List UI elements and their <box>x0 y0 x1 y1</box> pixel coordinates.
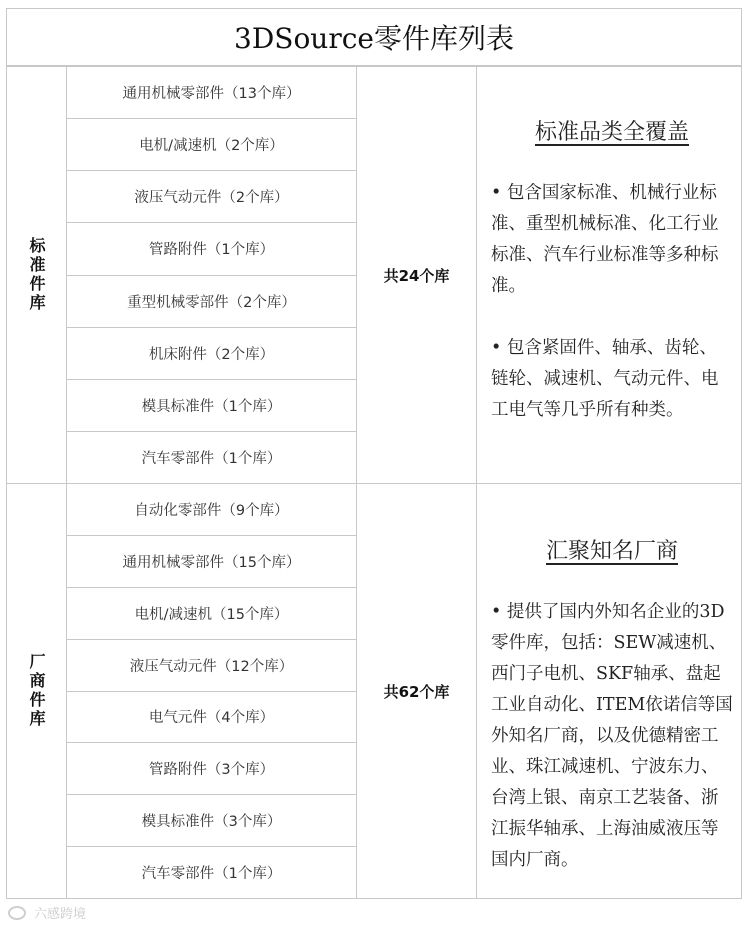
list-item: 通用机械零部件（13个库） <box>67 67 356 119</box>
watermark-text: 六感跨境 <box>34 907 87 922</box>
vendor-paragraph: • 提供了国内外知名企业的3D零件库，包括：SEW减速机、西门子电机、SKF轴承、盘起工业自动化、ITEM依诺信等国外知名厂商，以及优德精密工业、珠江减速机、宁波东力、台湾上银、南京工艺装备、浙江振华轴承、上海油威液压等国内厂商。 <box>491 602 733 870</box>
list-item: 液压气动元件（2个库） <box>67 171 356 223</box>
list-item: 电机/减速机（2个库） <box>67 119 356 171</box>
vendor-items-list <box>67 484 357 898</box>
vendor-category-label: 厂商件库 <box>27 653 46 729</box>
list-item: 汽车零部件（1个库） <box>141 450 282 467</box>
list-item: 电气元件（4个库） <box>67 692 356 744</box>
standard-heading: 标准品类全覆盖 <box>534 120 689 145</box>
standard-category-cell <box>7 67 67 483</box>
standard-total: 共24个库 <box>357 67 477 483</box>
standard-description <box>477 67 741 483</box>
list-item: 机床附件（2个库） <box>67 328 356 380</box>
vendor-total: 共62个库 <box>357 484 477 898</box>
vendor-description <box>477 484 741 898</box>
list-item: 自动化零部件（9个库） <box>67 484 356 536</box>
list-item: 模具标准件（1个库） <box>67 380 356 432</box>
vendor-parts-section <box>6 484 742 899</box>
list-item: 汽车零部件（1个库） <box>141 866 282 883</box>
logo-icon <box>8 906 26 920</box>
standard-category-label: 标准件库 <box>27 237 46 313</box>
list-item: 重型机械零部件（2个库） <box>67 276 356 328</box>
list-item: 管路附件（3个库） <box>67 743 356 795</box>
list-item: 液压气动元件（12个库） <box>67 640 356 692</box>
standard-paragraph: • 包含紧固件、轴承、齿轮、链轮、减速机、气动元件、电工电气等几乎所有种类。 <box>491 338 719 420</box>
standard-items-list <box>67 67 357 483</box>
vendor-heading: 汇聚知名厂商 <box>545 539 678 564</box>
list-item: 通用机械零部件（15个库） <box>67 536 356 588</box>
vendor-category-cell <box>7 484 67 898</box>
list-item: 模具标准件（3个库） <box>67 795 356 847</box>
watermark <box>8 903 86 922</box>
list-item: 电机/减速机（15个库） <box>67 588 356 640</box>
standard-parts-section <box>6 66 742 484</box>
standard-paragraph: • 包含国家标准、机械行业标准、重型机械标准、化工行业标准、汽车行业标准等多种标准。 <box>491 183 719 296</box>
page-title: 3DSource零件库列表 <box>6 8 742 66</box>
list-item: 管路附件（1个库） <box>67 223 356 275</box>
